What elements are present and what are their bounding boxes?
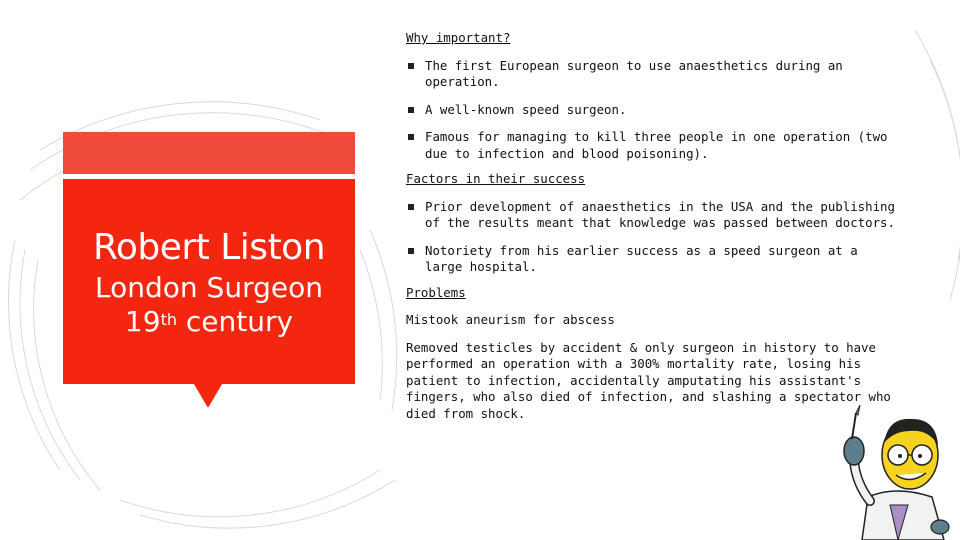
century-suffix: th	[160, 310, 177, 329]
cartoon-surgeon-illustration	[832, 405, 960, 540]
square-bullet-icon	[408, 107, 414, 113]
slide-title: Robert Liston	[92, 227, 326, 268]
bullet-item	[406, 102, 896, 119]
bullet-item	[406, 129, 896, 162]
square-bullet-icon	[408, 63, 414, 69]
century-number: 19	[124, 305, 161, 338]
bullet-item	[406, 199, 896, 232]
square-bullet-icon	[408, 204, 414, 210]
title-panel-pointer	[194, 384, 222, 408]
problem-paragraph: Mistook aneurism for abscess	[406, 312, 615, 327]
title-block	[63, 226, 355, 338]
bullet-text: The first European surgeon to use anaesthetics during an operation.	[425, 57, 843, 89]
bullet-text: A well-known speed surgeon.	[425, 101, 627, 117]
slide-subtitle-line1: London Surgeon	[95, 271, 323, 304]
problem-paragraph: Removed testicles by accident & only surgeon in history to have performed an operation with a 300% mortality rate, losing his patient to infection, accidentally amputating his assistant's fingers, who also died of infection, and slashing a spectator who died from shock.	[406, 339, 891, 421]
bullet-item	[406, 58, 896, 91]
square-bullet-icon	[408, 248, 414, 254]
factors-bullet-list	[406, 199, 896, 276]
slide-subtitle-line2	[63, 306, 355, 338]
content-area	[406, 30, 896, 422]
century-word: century	[176, 305, 294, 338]
bullet-text: Notoriety from his earlier success as a speed surgeon at a large hospital.	[425, 242, 858, 274]
bullet-text: Prior development of anaesthetics in the USA and the publishing of the results meant that knowledge was passed between doctors.	[425, 198, 895, 230]
problems-heading: Problems	[406, 284, 466, 300]
square-bullet-icon	[408, 134, 414, 140]
factors-heading: Factors in their success	[406, 171, 586, 186]
header-accent-strip	[63, 132, 355, 174]
why-bullet-list	[406, 58, 896, 163]
why-heading: Why important?	[406, 30, 511, 45]
bullet-item	[406, 243, 896, 276]
bullet-text: Famous for managing to kill three people in one operation (two due to infection and blood poisoning).	[425, 129, 888, 161]
